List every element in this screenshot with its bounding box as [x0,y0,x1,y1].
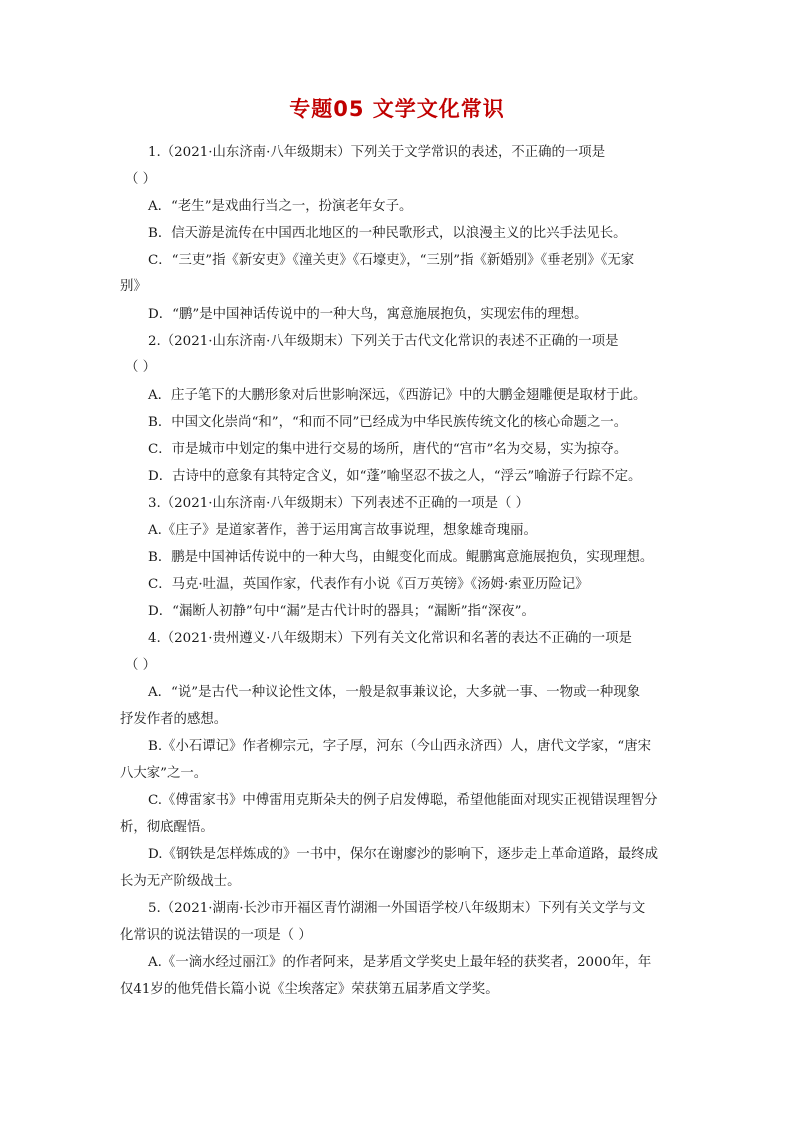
question-3-option-d: D．“漏断人初静”句中“漏”是古代计时的器具；“漏断”指“深夜”。 [148,604,535,619]
question-1-option-c-cont: 别》 [120,279,147,294]
question-4-option-b-cont: 八大家”之一。 [120,766,208,781]
question-1-option-b: B．信天游是流传在中国西北地区的一种民歌形式，以浪漫主义的比兴手法见长。 [148,226,627,241]
question-3-option-c: C．马克·吐温，英国作家，代表作有小说《百万英镑》《汤姆·索亚历险记》 [148,577,589,592]
question-2-option-b: B．中国文化崇尚“和”，“和而不同”已经成为中华民族传统文化的核心命题之一。 [148,415,628,430]
question-1-option-d: D．“鹏”是中国神话传说中的一种大鸟，寓意施展抱负，实现宏伟的理想。 [148,307,588,322]
question-4-option-d: D.《钢铁是怎样炼成的》一书中，保尔在谢廖沙的影响下，逐步走上革命道路，最终成 [148,847,658,862]
question-4-option-c-cont: 析，彻底醒悟。 [120,820,214,835]
question-4-option-a-cont: 抒发作者的感想。 [120,712,228,727]
question-5-stem: 5.（2021·湖南·长沙市开福区青竹湖湘一外国语学校八年级期末）下列有关文学与文 [148,901,646,916]
question-3-stem: 3.（2021·山东济南·八年级期末）下列表述不正确的一项是（ ） [148,496,529,511]
question-1-stem: 1.（2021·山东济南·八年级期末）下列关于文学常识的表述，不正确的一项是 [148,145,606,160]
question-2-option-a: A．庄子笔下的大鹏形象对后世影响深远，《西游记》中的大鹏金翅雕便是取材于此。 [148,388,647,403]
question-4-option-b: B.《小石谭记》作者柳宗元，字子厚，河东（今山西永济西）人，唐代文学家，“唐宋 [148,739,652,754]
question-3-option-a: A.《庄子》是道家著作，善于运用寓言故事说理，想象雄奇瑰丽。 [148,523,537,538]
question-5-option-a-cont: 仅41岁的他凭借长篇小说《尘埃落定》荣获第五届茅盾文学奖。 [120,982,499,997]
question-1-option-c: C．“三吏”指《新安吏》《潼关吏》《石壕吏》，“三别”指《新婚别》《垂老别》《无家 [148,253,635,268]
question-4-stem: 4.（2021·贵州遵义·八年级期末）下列有关文化常识和名著的表达不正确的一项是 [148,631,632,646]
question-4-answer-blank: （ ） [125,658,157,673]
question-4-option-c: C.《傅雷家书》中傅雷用克斯朵夫的例子启发傅聪，希望他能面对现实正视错误理智分 [148,793,658,808]
question-2-option-d: D．古诗中的意象有其特定含义，如“蓬”喻坚忍不拔之人，“浮云”喻游子行踪不定。 [148,469,642,484]
question-1-answer-blank: （ ） [125,172,157,187]
question-4-option-a: A．“说”是古代一种议论性文体，一般是叙事兼议论，大多就一事、一物或一种现象 [148,685,641,700]
page-title: 专题05 文学文化常识 [289,97,505,121]
question-2-stem: 2.（2021·山东济南·八年级期末）下列关于古代文化常识的表述不正确的一项是 [148,334,619,349]
question-1-option-a: A．“老生”是戏曲行当之一，扮演老年女子。 [148,199,413,214]
question-2-option-c: C．市是城市中划定的集中进行交易的场所，唐代的“宫市”名为交易，实为掠夺。 [148,442,628,457]
question-4-option-d-cont: 长为无产阶级战士。 [120,874,241,889]
question-3-option-b: B．鹏是中国神话传说中的一种大鸟，由鲲变化而成。鲲鹏寓意施展抱负，实现理想。 [148,550,654,565]
question-5-option-a: A.《一滴水经过丽江》的作者阿来，是茅盾文学奖史上最年轻的获奖者，2000年，年 [148,955,652,970]
question-5-stem-cont: 化常识的说法错误的一项是（ ） [120,928,312,943]
question-2-answer-blank: （ ） [125,360,157,375]
